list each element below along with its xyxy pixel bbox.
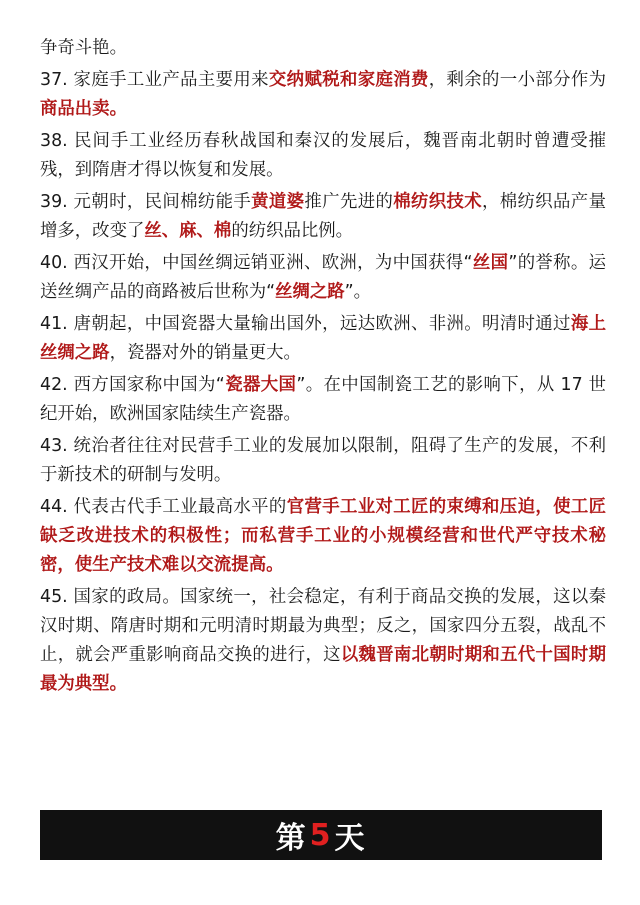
paragraph <box>40 432 606 490</box>
paragraph <box>40 188 606 246</box>
highlight-text: 黄道婆 <box>251 192 305 212</box>
day-prefix: 第 <box>275 821 308 856</box>
highlight-text: 海上丝绸之路 <box>40 314 606 363</box>
document-body <box>40 34 606 702</box>
highlight-text: 瓷器大国 <box>224 375 297 395</box>
highlight-text: 丝、麻、棉 <box>144 221 232 241</box>
paragraph <box>40 127 606 185</box>
day-suffix: 天 <box>334 821 367 856</box>
text-segment: 41. 唐朝起，中国瓷器大量输出国外，远达欧洲、非洲。明清时通过 <box>40 314 571 334</box>
highlight-text: 官营手工业对工匠的束缚和压迫，使工匠缺乏改进技术的积极性；而私营手工业的小规模经营和世代严守技术秘密，使生产技术难以交流提高。 <box>40 497 606 575</box>
highlight-text: 交纳赋税和家庭消费 <box>268 70 429 90</box>
highlight-text: 以魏晋南北朝时期和五代十国时期最为典型。 <box>40 645 606 694</box>
text-segment: 推广先进的 <box>304 192 394 212</box>
text-segment: 38. 民间手工业经历春秋战国和秦汉的发展后，魏晋南北朝时曾遭受摧残，到隋唐才得以恢复和发展。 <box>40 131 606 180</box>
highlight-text: 丝国 <box>472 253 509 273</box>
text-segment: 45. 国家的政局。国家统一，社会稳定，有利于商品交换的发展，这以秦汉时期、隋唐时期和元明清时期最为典型；反之，国家四分五裂，战乱不止，就会严重影响商品交换的进行，这 <box>40 587 606 665</box>
text-segment: ”的誉称。运送丝绸产品的商路被后世称为“ <box>40 253 606 302</box>
text-segment: 37. 家庭手工业产品主要用来 <box>40 70 269 90</box>
highlight-text: 丝绸之路 <box>275 282 345 302</box>
highlight-text: 商品出卖。 <box>40 99 127 119</box>
text-segment: ，棉纺织品产量增多，改变了 <box>40 192 606 241</box>
paragraph <box>40 249 606 307</box>
text-segment: ”。 <box>344 282 372 302</box>
text-segment: ，瓷器对外的销量更大。 <box>109 343 301 363</box>
text-segment: 争奇斗艳。 <box>40 38 127 58</box>
highlight-text: 棉纺织技术 <box>393 192 483 212</box>
paragraph <box>40 34 606 63</box>
day-number: 5 <box>309 817 333 853</box>
text-segment: 44. 代表古代手工业最高水平的 <box>40 497 287 517</box>
paragraph <box>40 493 606 580</box>
text-segment: 39. 元朝时，民间棉纺能手 <box>40 192 252 212</box>
paragraph <box>40 310 606 368</box>
text-segment: 43. 统治者往往对民营手工业的发展加以限制，阻碍了生产的发展，不利于新技术的研制与发明。 <box>40 436 606 485</box>
paragraph <box>40 371 606 429</box>
text-segment: 42. 西方国家称中国为“ <box>40 375 225 395</box>
text-segment: 的纺织品比例。 <box>231 221 354 241</box>
paragraph <box>40 583 606 699</box>
paragraph <box>40 66 606 124</box>
text-segment: ，剩余的一小部分作为 <box>428 70 606 90</box>
text-segment: 40. 西汉开始，中国丝绸远销亚洲、欧洲，为中国获得“ <box>40 253 473 273</box>
day-banner <box>40 810 602 860</box>
text-segment: ”。在中国制瓷工艺的影响下，从 17 世纪开始，欧洲国家陆续生产瓷器。 <box>40 375 606 424</box>
